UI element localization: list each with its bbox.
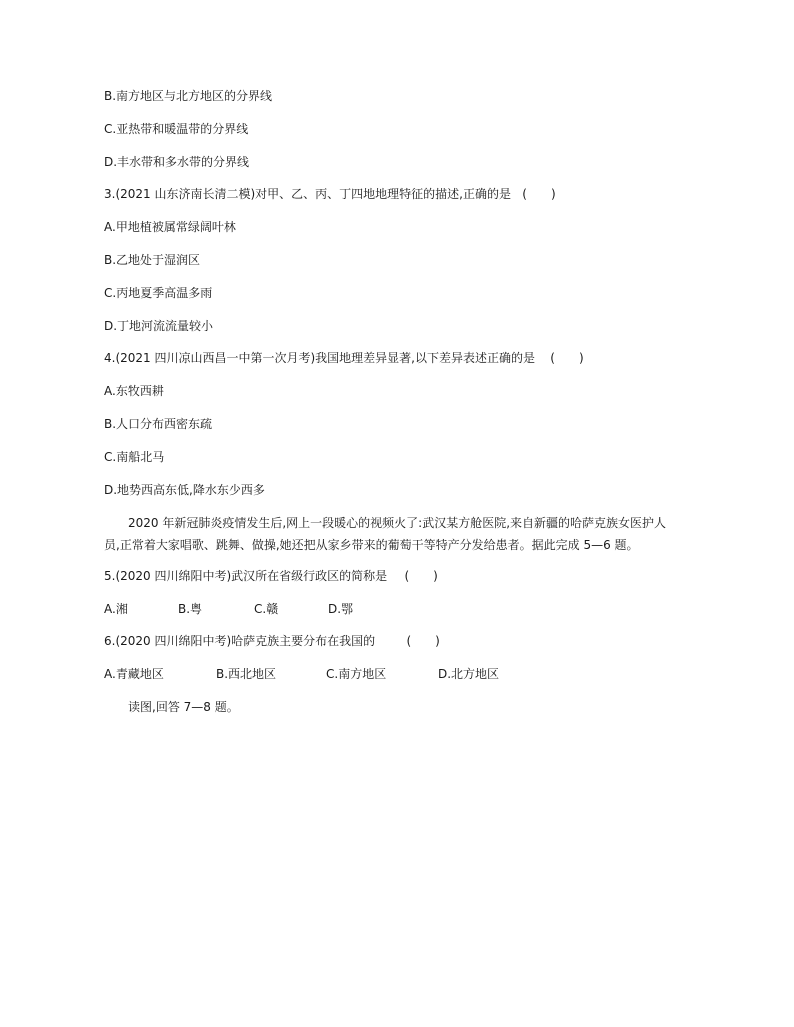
- q3-option-a: A.甲地植被属常绿阔叶林: [104, 220, 236, 234]
- question-6-text: 6.(2020 四川绵阳中考)哈萨克族主要分布在我国的: [104, 634, 376, 648]
- passage-line-2: 员,正常着大家唱歌、跳舞、做操,她还把从家乡带来的葡萄干等特产分发给患者。据此完成 5—6 题。: [104, 538, 639, 552]
- answer-blank: ( ): [406, 634, 440, 648]
- map-instruction: 读图,回答 7—8 题。: [128, 700, 239, 714]
- q3-option-c: C.丙地夏季高温多雨: [104, 286, 213, 300]
- question-4-stem: [104, 350, 585, 366]
- question-3-stem: [104, 186, 557, 202]
- q3-option-d: D.丁地河流流量较小: [104, 319, 214, 333]
- q5-option-c: C.赣: [254, 602, 279, 616]
- q4-option-d: D.地势西高东低,降水东少西多: [104, 483, 265, 497]
- q4-option-c: C.南船北马: [104, 450, 165, 464]
- question-5-stem: [104, 568, 439, 584]
- q5-option-b: B.粤: [178, 602, 203, 616]
- q4-option-a: A.东牧西耕: [104, 384, 164, 398]
- q6-option-b: B.西北地区: [216, 667, 277, 681]
- q6-options-row: [104, 666, 499, 682]
- answer-blank: ( ): [404, 569, 438, 583]
- q4-option-b: B.人口分布西密东疏: [104, 417, 213, 431]
- question-5-text: 5.(2020 四川绵阳中考)武汉所在省级行政区的简称是: [104, 569, 388, 583]
- question-4-text: 4.(2021 四川凉山西昌一中第一次月考)我国地理差异显著,以下差异表述正确的是: [104, 351, 535, 365]
- question-6-stem: [104, 633, 441, 649]
- q2-option-b: B.南方地区与北方地区的分界线: [104, 89, 273, 103]
- answer-blank: ( ): [522, 187, 556, 201]
- question-3-text: 3.(2021 山东济南长清二模)对甲、乙、丙、丁四地地理特征的描述,正确的是: [104, 187, 511, 201]
- q5-options-row: [104, 601, 353, 617]
- q3-option-b: B.乙地处于湿润区: [104, 253, 201, 267]
- passage-line-1: 2020 年新冠肺炎疫情发生后,网上一段暖心的视频火了:武汉某方舱医院,来自新疆的哈萨克族女医护人: [128, 516, 667, 530]
- reading-passage: [104, 512, 704, 556]
- q5-option-d: D.鄂: [328, 602, 354, 616]
- answer-blank: ( ): [550, 351, 584, 365]
- q6-option-c: C.南方地区: [326, 667, 387, 681]
- q2-option-d: D.丰水带和多水带的分界线: [104, 155, 250, 169]
- q6-option-d: D.北方地区: [438, 667, 500, 681]
- q6-option-a: A.青藏地区: [104, 667, 164, 681]
- q5-option-a: A.湘: [104, 602, 128, 616]
- q2-option-c: C.亚热带和暖温带的分界线: [104, 122, 249, 136]
